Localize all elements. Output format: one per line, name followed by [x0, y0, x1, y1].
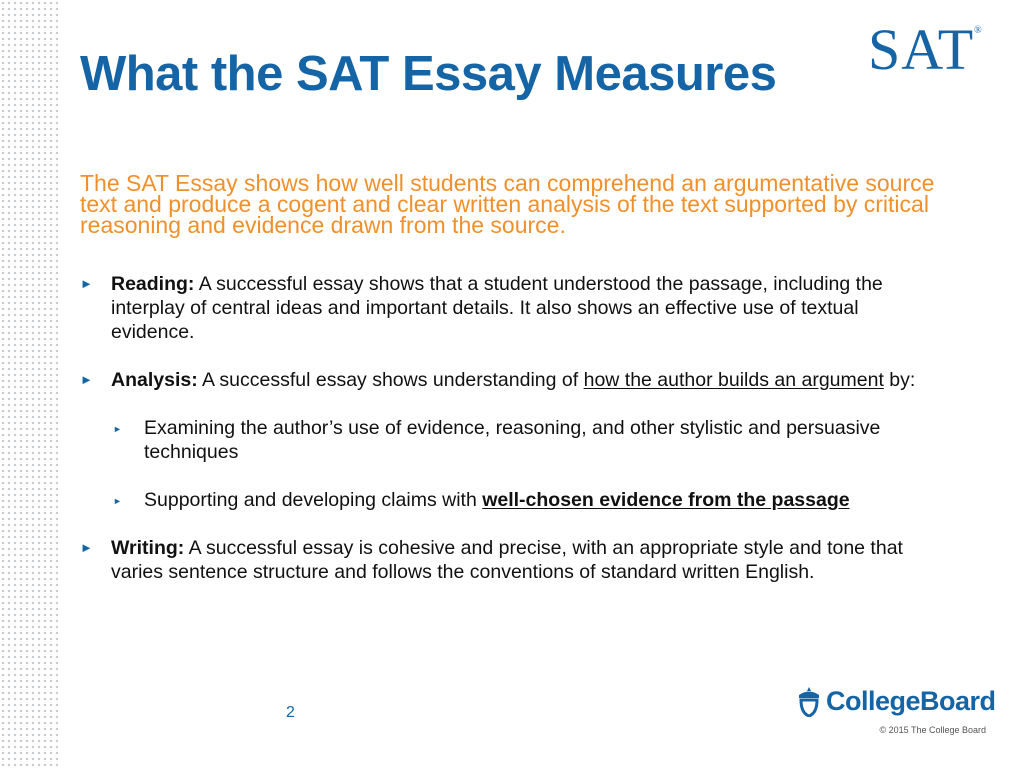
college-board-logo [796, 684, 996, 718]
sub-bullet-claims [80, 488, 940, 512]
sub-bullet-text: Supporting and developing claims with [144, 489, 483, 511]
bullet-list [80, 272, 940, 584]
slide-title: What the SAT Essay Measures [80, 47, 777, 101]
copyright-notice: © 2015 The College Board [879, 725, 986, 735]
sub-bullet-arrow-icon: ► [113, 496, 122, 506]
bullet-reading [80, 272, 940, 344]
bullet-label: Writing: [111, 537, 185, 559]
dotted-side-pattern [0, 0, 58, 768]
sub-bullet-arrow-icon: ► [113, 424, 122, 434]
sat-logo-text: SAT [868, 17, 975, 82]
bullet-text: A successful essay is cohesive and precise, with an appropriate style and tone that varies sentence structure and follows the conventions of standard written English. [111, 537, 903, 583]
bullet-writing [80, 536, 940, 584]
bullet-arrow-icon: ► [80, 372, 93, 387]
page-number: 2 [286, 704, 295, 721]
bullet-text-end: by: [883, 369, 916, 391]
acorn-icon [796, 685, 822, 717]
bullet-text: A successful essay shows that a student understood the passage, including the interplay of central ideas and important details. It also shows an effective use of textual evidence. [111, 273, 883, 343]
registered-mark: ® [974, 25, 983, 36]
bullet-text: A successful essay shows understanding of [197, 369, 584, 391]
sub-bullet-text: Examining the author’s use of evidence, reasoning, and other stylistic and persuasive techniques [144, 417, 881, 463]
intro-paragraph: The SAT Essay shows how well students can comprehend an argumentative source text and produce a cogent and clear written analysis of the text supported by critical reasoning and evidence drawn from the source. [80, 170, 935, 238]
bold-underlined-phrase: well-chosen evidence from the passage [482, 489, 850, 511]
brand-text: CollegeBoard [826, 685, 996, 716]
bullet-analysis [80, 368, 940, 392]
bullet-arrow-icon: ► [80, 276, 93, 291]
bullet-arrow-icon: ► [80, 540, 93, 555]
bullet-label: Reading: [111, 273, 195, 295]
sub-bullet-evidence-use [80, 416, 940, 464]
underlined-phrase: how the author builds an argument [583, 369, 884, 391]
sat-logo [868, 17, 983, 82]
bullet-label: Analysis: [111, 369, 198, 391]
